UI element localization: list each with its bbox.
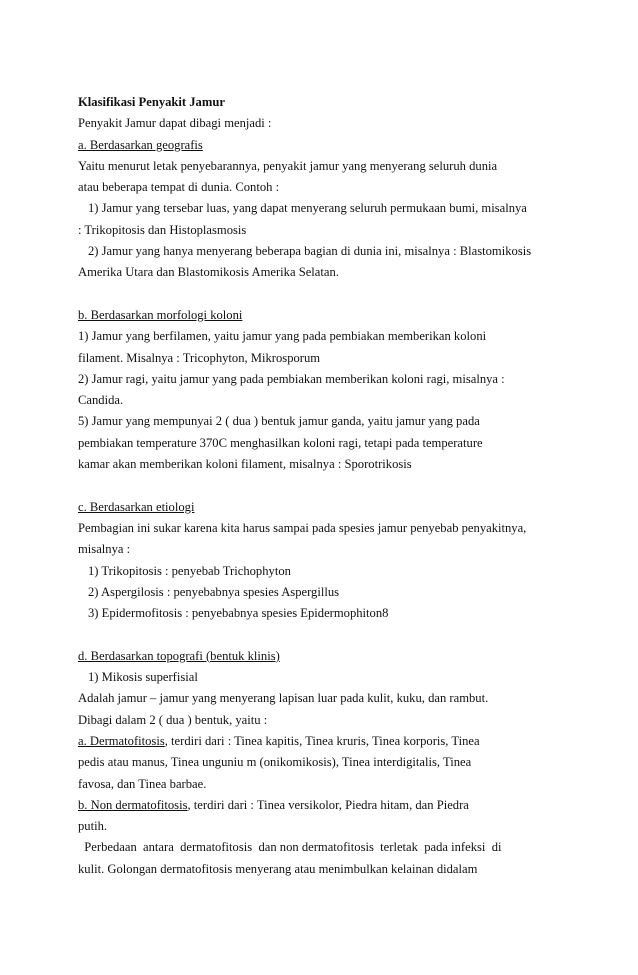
- section-b-line-1: 1) Jamur yang berfilamen, yaitu jamur yang pada pembiakan memberikan koloni: [78, 329, 487, 344]
- section-a-item-1-line-2: : Trikopitosis dan Histoplasmosis: [78, 222, 247, 237]
- section-b-line-3: 2) Jamur ragi, yaitu jamur yang pada pembiakan memberikan koloni ragi, misalnya :: [78, 371, 505, 386]
- section-d-dermatofitosis-line-3: favosa, dan Tinea barbae.: [78, 776, 207, 791]
- section-d-line-2: Dibagi dalam 2 ( dua ) bentuk, yaitu :: [78, 712, 268, 727]
- section-c-line-1: Pembagian ini sukar karena kita harus sampai pada spesies jamur penyebab penyakitnya,: [78, 520, 527, 535]
- section-c-item-1: 1) Trikopitosis : penyebab Trichophyton: [88, 563, 291, 578]
- section-b-line-2: filament. Misalnya : Tricophyton, Mikrosporum: [78, 350, 321, 365]
- document-page: [78, 92, 548, 880]
- section-c-item-3: 3) Epidermofitosis : penyebabnya spesies Epidermophiton8: [88, 606, 389, 621]
- non-dermatofitosis-text: , terdiri dari : Tinea versikolor, Piedra hitam, dan Piedra: [187, 797, 469, 812]
- section-b-line-7: kamar akan memberikan koloni filament, misalnya : Sporotrikosis: [78, 457, 412, 472]
- dermatofitosis-text: , terdiri dari : Tinea kapitis, Tinea kruris, Tinea korporis, Tinea: [164, 733, 480, 748]
- non-dermatofitosis-label: b. Non dermatofitosis: [78, 797, 188, 812]
- section-c-line-2: misalnya :: [78, 542, 131, 557]
- section-d-paragraph-line-1: Perbedaan antara dermatofitosis dan non dermatofitosis terletak pada infeksi di: [78, 840, 502, 855]
- section-a-item-2-line-1: 2) Jamur yang hanya menyerang beberapa bagian di dunia ini, misalnya : Blastomikosis: [88, 244, 532, 259]
- section-d-line-1: Adalah jamur – jamur yang menyerang lapisan luar pada kulit, kuku, dan rambut.: [78, 691, 489, 706]
- section-c-heading: c. Berdasarkan etiologi: [78, 499, 195, 514]
- section-b-line-6: pembiakan temperature 370C menghasilkan koloni ragi, tetapi pada temperature: [78, 435, 483, 450]
- section-b-heading: b. Berdasarkan morfologi koloni: [78, 307, 243, 322]
- spacer: [78, 624, 548, 645]
- section-b-line-5: 5) Jamur yang mempunyai 2 ( dua ) bentuk jamur ganda, yaitu jamur yang pada: [78, 414, 480, 429]
- section-d-item-1: 1) Mikosis superfisial: [88, 670, 198, 685]
- section-a-line-1: Yaitu menurut letak penyebarannya, penyakit jamur yang menyerang seluruh dunia: [78, 158, 498, 173]
- section-d-dermatofitosis-line-2: pedis atau manus, Tinea unguniu m (onikomikosis), Tinea interdigitalis, Tinea: [78, 755, 472, 770]
- document-title: Klasifikasi Penyakit Jamur: [78, 95, 225, 109]
- section-d-dermatofitosis-line-1: [78, 731, 548, 752]
- section-c-item-2: 2) Aspergilosis : penyebabnya spesies Aspergillus: [88, 584, 340, 599]
- section-d-non-dermatofitosis-line-2: putih.: [78, 819, 108, 834]
- section-a-item-2-line-2: Amerika Utara dan Blastomikosis Amerika Selatan.: [78, 265, 339, 280]
- spacer: [78, 284, 548, 305]
- section-d-paragraph-line-2: kulit. Golongan dermatofitosis menyerang atau menimbulkan kelainan didalam: [78, 861, 478, 876]
- spacer: [78, 475, 548, 496]
- section-b-line-4: Candida.: [78, 393, 124, 408]
- section-d-non-dermatofitosis-line-1: [78, 795, 548, 816]
- section-a-line-2: atau beberapa tempat di dunia. Contoh :: [78, 180, 280, 195]
- section-a-item-1-line-1: 1) Jamur yang tersebar luas, yang dapat menyerang seluruh permukaan bumi, misalnya: [88, 201, 527, 216]
- section-a-heading: a. Berdasarkan geografis: [78, 137, 203, 152]
- intro-text: Penyakit Jamur dapat dibagi menjadi :: [78, 116, 272, 131]
- dermatofitosis-label: a. Dermatofitosis: [78, 733, 165, 748]
- section-d-heading: d. Berdasarkan topografi (bentuk klinis): [78, 648, 280, 663]
